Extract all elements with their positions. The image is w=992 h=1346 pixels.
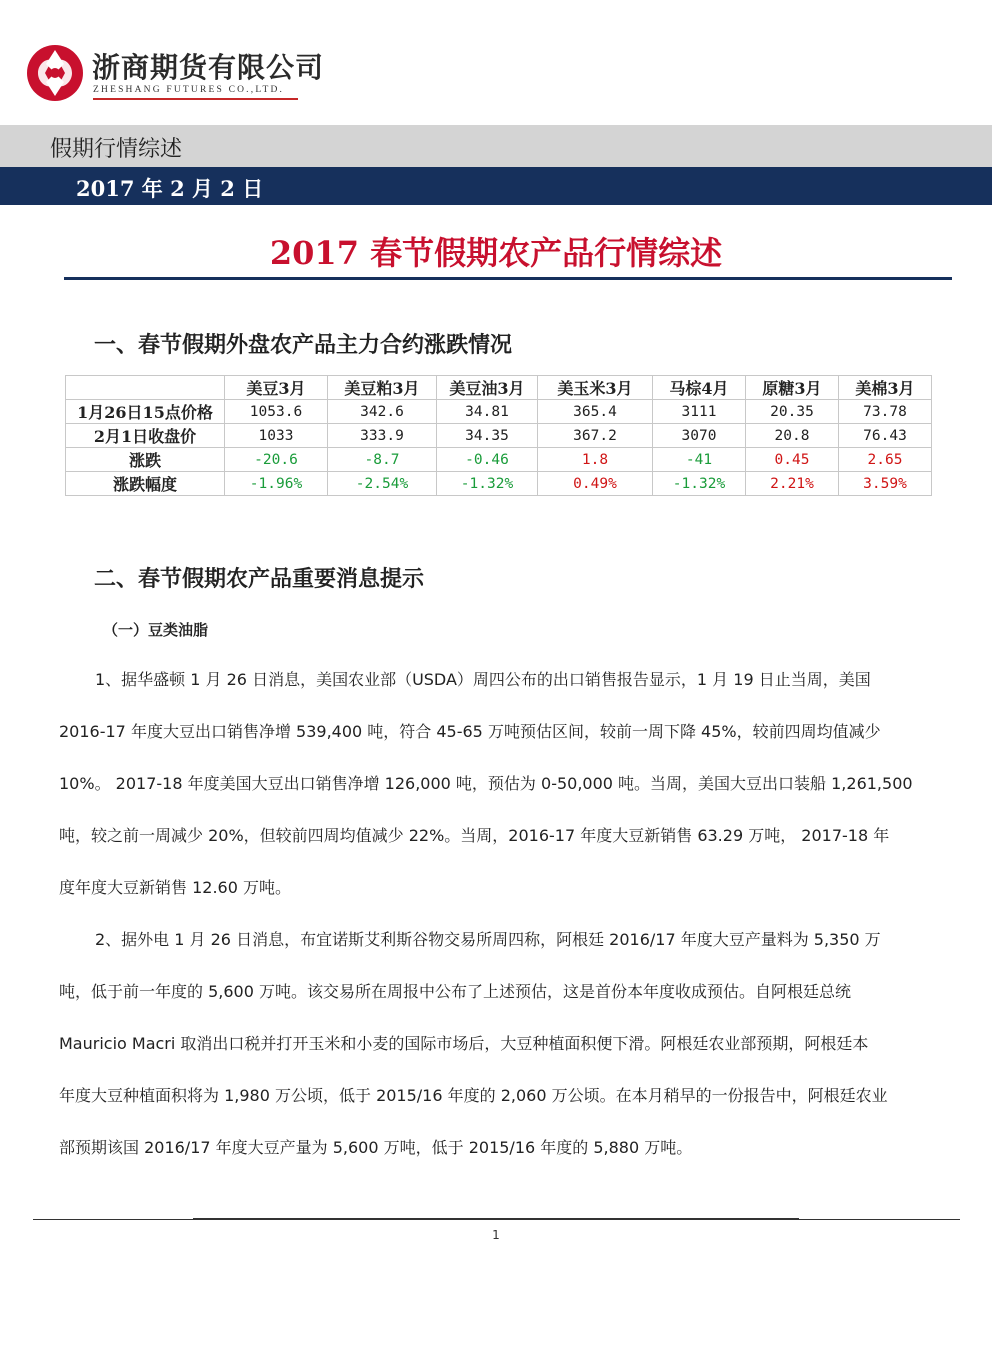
table-header-cell: 美玉米3月 <box>538 376 653 400</box>
section-heading-2: 二、春节假期农产品重要消息提示 <box>94 567 425 592</box>
table-cell: -1.32% <box>653 472 746 496</box>
page-number: 1 <box>492 1228 500 1242</box>
table-cell: 0.45 <box>746 448 839 472</box>
table-cell: 34.81 <box>437 400 538 424</box>
table-cell: -8.7 <box>328 448 437 472</box>
row-label: 涨跌 <box>66 448 225 472</box>
body-line: 吨，低于前一年度的 5,600 万吨。该交易所在周报中公布了上述预估，这是首份本年度收成预估。自阿根廷总统 <box>59 982 851 1001</box>
table-cell: 333.9 <box>328 424 437 448</box>
report-date: 2017 年 2 月 2 日 <box>76 176 264 201</box>
table-header-cell <box>66 376 225 400</box>
table-cell: 3070 <box>653 424 746 448</box>
table-cell: 365.4 <box>538 400 653 424</box>
company-name-en: ZHESHANG FUTURES CO.,LTD. <box>93 85 285 95</box>
table-cell: -2.54% <box>328 472 437 496</box>
table-header-cell: 美豆油3月 <box>437 376 538 400</box>
table-header-row <box>66 376 932 400</box>
table-row <box>66 448 932 472</box>
body-line: Mauricio Macri 取消出口税并打开玉米和小麦的国际市场后，大豆种植面积便下滑。阿根廷农业部预期，阿根廷本 <box>59 1034 869 1053</box>
body-line: 1、据华盛顿 1 月 26 日消息，美国农业部（USDA）周四公布的出口销售报告显示，1 月 19 日止当周，美国 <box>95 670 871 689</box>
table-cell: 3.59% <box>839 472 932 496</box>
table-cell: 3111 <box>653 400 746 424</box>
body-line: 部预期该国 2016/17 年度大豆产量为 5,600 万吨，低于 2015/16 年度的 5,880 万吨。 <box>59 1138 693 1157</box>
table-cell: -1.96% <box>225 472 328 496</box>
table-cell: 73.78 <box>839 400 932 424</box>
subsection-heading: （一）豆类油脂 <box>103 621 209 639</box>
row-label: 2月1日收盘价 <box>66 424 225 448</box>
table-cell: 1.8 <box>538 448 653 472</box>
company-name-cn: 浙商期货有限公司 <box>92 51 325 84</box>
table-cell: 367.2 <box>538 424 653 448</box>
section-heading-1: 一、春节假期外盘农产品主力合约涨跌情况 <box>94 333 513 358</box>
body-line: 10%。 2017-18 年度美国大豆出口销售净增 126,000 吨，预估为 0-50,000 吨。当周，美国大豆出口装船 1,261,500 <box>59 774 913 793</box>
body-line: 度年度大豆新销售 12.60 万吨。 <box>59 878 291 897</box>
title-divider <box>64 277 952 280</box>
table-row <box>66 400 932 424</box>
table-cell: 20.8 <box>746 424 839 448</box>
table-header-cell: 美豆粕3月 <box>328 376 437 400</box>
table-header-cell: 美豆3月 <box>225 376 328 400</box>
body-line: 2、据外电 1 月 26 日消息，布宜诺斯艾利斯谷物交易所周四称，阿根廷 2016/17 年度大豆产量料为 5,350 万 <box>95 930 881 949</box>
body-line: 吨，较之前一周减少 20%，但较前四周均值减少 22%。当周，2016-17 年度大豆新销售 63.29 万吨， 2017-18 年 <box>59 826 890 845</box>
zheshang-logo-icon <box>26 44 84 102</box>
table-header-cell: 原糖3月 <box>746 376 839 400</box>
table-cell: 342.6 <box>328 400 437 424</box>
row-label: 1月26日15点价格 <box>66 400 225 424</box>
table-cell: -20.6 <box>225 448 328 472</box>
table-cell: 0.49% <box>538 472 653 496</box>
body-line: 年度大豆种植面积将为 1,980 万公顷，低于 2015/16 年度的 2,060 万公顷。在本月稍早的一份报告中，阿根廷农业 <box>59 1086 888 1105</box>
footer-divider-bold <box>193 1218 799 1220</box>
row-label: 涨跌幅度 <box>66 472 225 496</box>
table-cell: -1.32% <box>437 472 538 496</box>
table-cell: 76.43 <box>839 424 932 448</box>
table-cell: 1053.6 <box>225 400 328 424</box>
table-cell: -41 <box>653 448 746 472</box>
table-cell: -0.46 <box>437 448 538 472</box>
table-cell: 1033 <box>225 424 328 448</box>
table-cell: 2.65 <box>839 448 932 472</box>
body-line: 2016-17 年度大豆出口销售净增 539,400 吨，符合 45-65 万吨预估区间，较前一周下降 45%，较前四周均值减少 <box>59 722 881 741</box>
table-header-cell: 马棕4月 <box>653 376 746 400</box>
brand-underline <box>93 98 298 100</box>
table-header-cell: 美棉3月 <box>839 376 932 400</box>
table-cell: 20.35 <box>746 400 839 424</box>
category-label: 假期行情综述 <box>50 137 183 162</box>
table-cell: 34.35 <box>437 424 538 448</box>
price-change-table <box>65 375 932 496</box>
date-band <box>0 167 992 205</box>
category-band <box>0 125 992 167</box>
table-cell: 2.21% <box>746 472 839 496</box>
page-title: 2017 春节假期农产品行情综述 <box>269 234 723 272</box>
table-row <box>66 424 932 448</box>
table-row <box>66 472 932 496</box>
